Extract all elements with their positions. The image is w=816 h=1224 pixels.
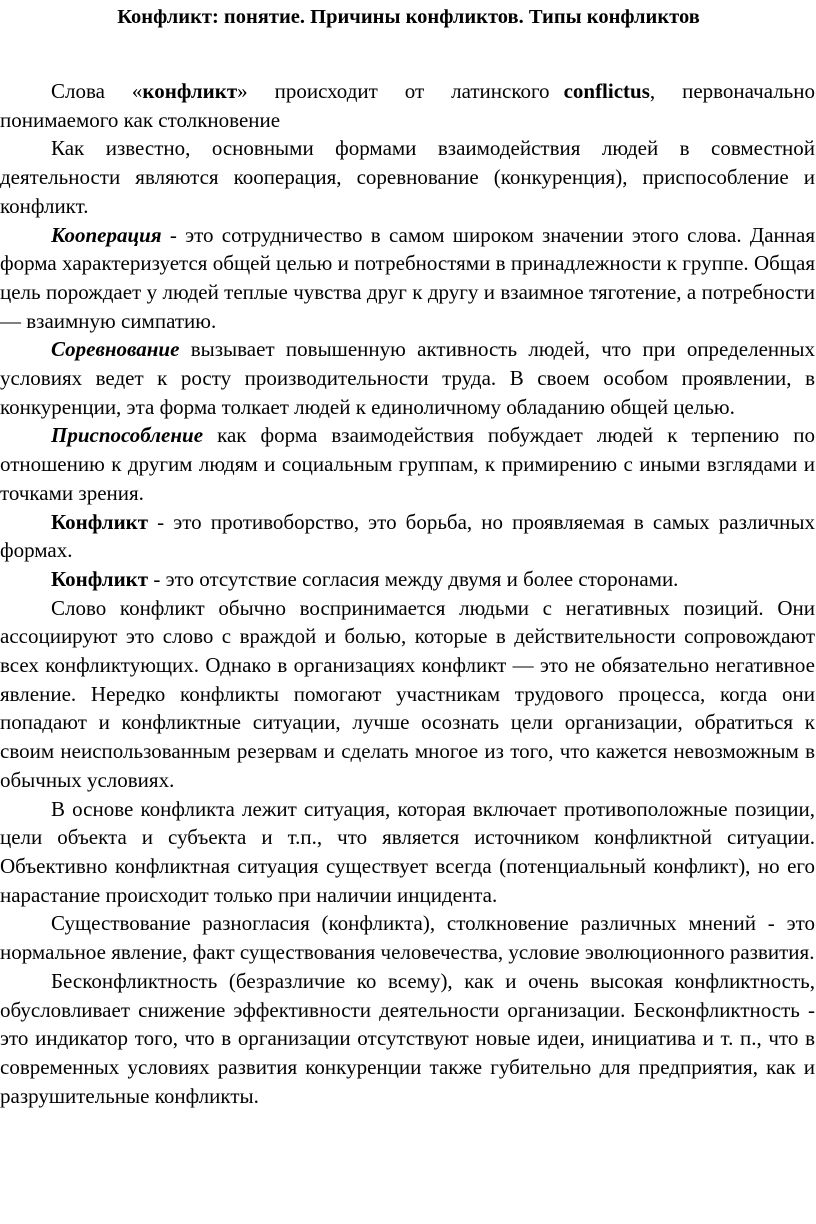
adaptation-definition: как форма взаимодействия побуждает людей к терпению по отношению к другим людям и социальным группам, к примирению с иными взглядами и точками зрения. <box>0 423 815 505</box>
paragraph-conflictlessness: Бесконфликтность (безразличие ко всему), как и очень высокая конфликтность, обусловливает снижение эффективности деятельности организации. Бесконфликтность - это индикатор того, что в организации отсутствуют новые идеи, инициатива и т. п., что в современных условиях развития конкуренции также губительно для предприятия, как и разрушительные конфликты. <box>0 968 815 1108</box>
etymology-text-after: , первоначально понимаемого как столкновение <box>0 79 815 132</box>
paragraph-etymology <box>0 77 815 134</box>
competition-definition: вызывает повышенную активность людей, что при определенных условиях ведет к росту производительности труда. В своем особом проявлении, в конкуренции, эта форма толкает людей к единоличному обладанию общей целью. <box>0 337 815 419</box>
paragraph-disagreement: Существование разногласия (конфликта), столкновение различных мнений - это нормальное явление, факт существования человечества, условие эволюционного развития. <box>0 911 815 965</box>
paragraph-adaptation <box>0 421 815 507</box>
paragraph-cooperation <box>0 221 815 336</box>
term-cooperation: Кооперация <box>51 222 162 247</box>
conflict-definition-1: - это противоборство, это борьба, но проявляемая в самых различных формах. <box>0 509 815 563</box>
term-competition: Соревнование <box>51 337 180 362</box>
paragraph-conflict-definition-1 <box>0 508 815 565</box>
paragraph-conflict-perception: Слово конфликт обычно воспринимается людьми с негативных позиций. Они ассоциируют это слово с враждой и болью, которые в действительности сопровождают всех конфликтующих. Однако в организациях конфликт — это не обязательно негативное явление. Нередко конфликты помогают участникам трудового процесса, когда они попадают и конфликтные ситуации, лучше осознать цели организации, обратиться к своим неиспользованным резервам и сделать многое из того, что кажется невозможным в обычных условиях. <box>0 595 815 792</box>
cooperation-definition: - это сотрудничество в самом широком значении этого слова. Данная форма характеризуется общей целью и потребностями в принадлежности к группе. Общая цель порождает у людей теплые чувства друг к другу и взаимное тяготение, а потребности — взаимную симпатию. <box>0 222 815 333</box>
etymology-term: конфликт <box>142 79 238 103</box>
paragraph-conflict-situation: В основе конфликта лежит ситуация, которая включает противоположные позиции, цели объекта и субъекта и т.п., что является источником конфликтной ситуации. Объективно конфликтная ситуация существует всегда (потенциальный конфликт), но его нарастание происходит только при наличии инцидента. <box>0 796 815 907</box>
etymology-text-before: Слова « <box>51 79 143 103</box>
paragraph-conflict-definition-2 <box>0 565 815 594</box>
term-conflict-1: Конфликт <box>51 509 149 534</box>
term-conflict-2: Конфликт <box>51 566 149 591</box>
conflict-definition-2: - это отсутствие согласия между двумя и более сторонами. <box>148 566 679 591</box>
etymology-text-middle: » происходит от латинского <box>237 79 550 103</box>
etymology-latin-word: conflictus <box>563 79 650 103</box>
term-adaptation: Приспособление <box>51 423 204 448</box>
paragraph-forms-of-interaction: Как известно, основными формами взаимодействия людей в совместной деятельности являются кооперация, соревнование (конкуренция), приспособление и конфликт. <box>0 136 815 218</box>
page-title: Конфликт: понятие. Причины конфликтов. Типы конфликтов <box>117 6 700 28</box>
paragraph-competition <box>0 335 815 421</box>
